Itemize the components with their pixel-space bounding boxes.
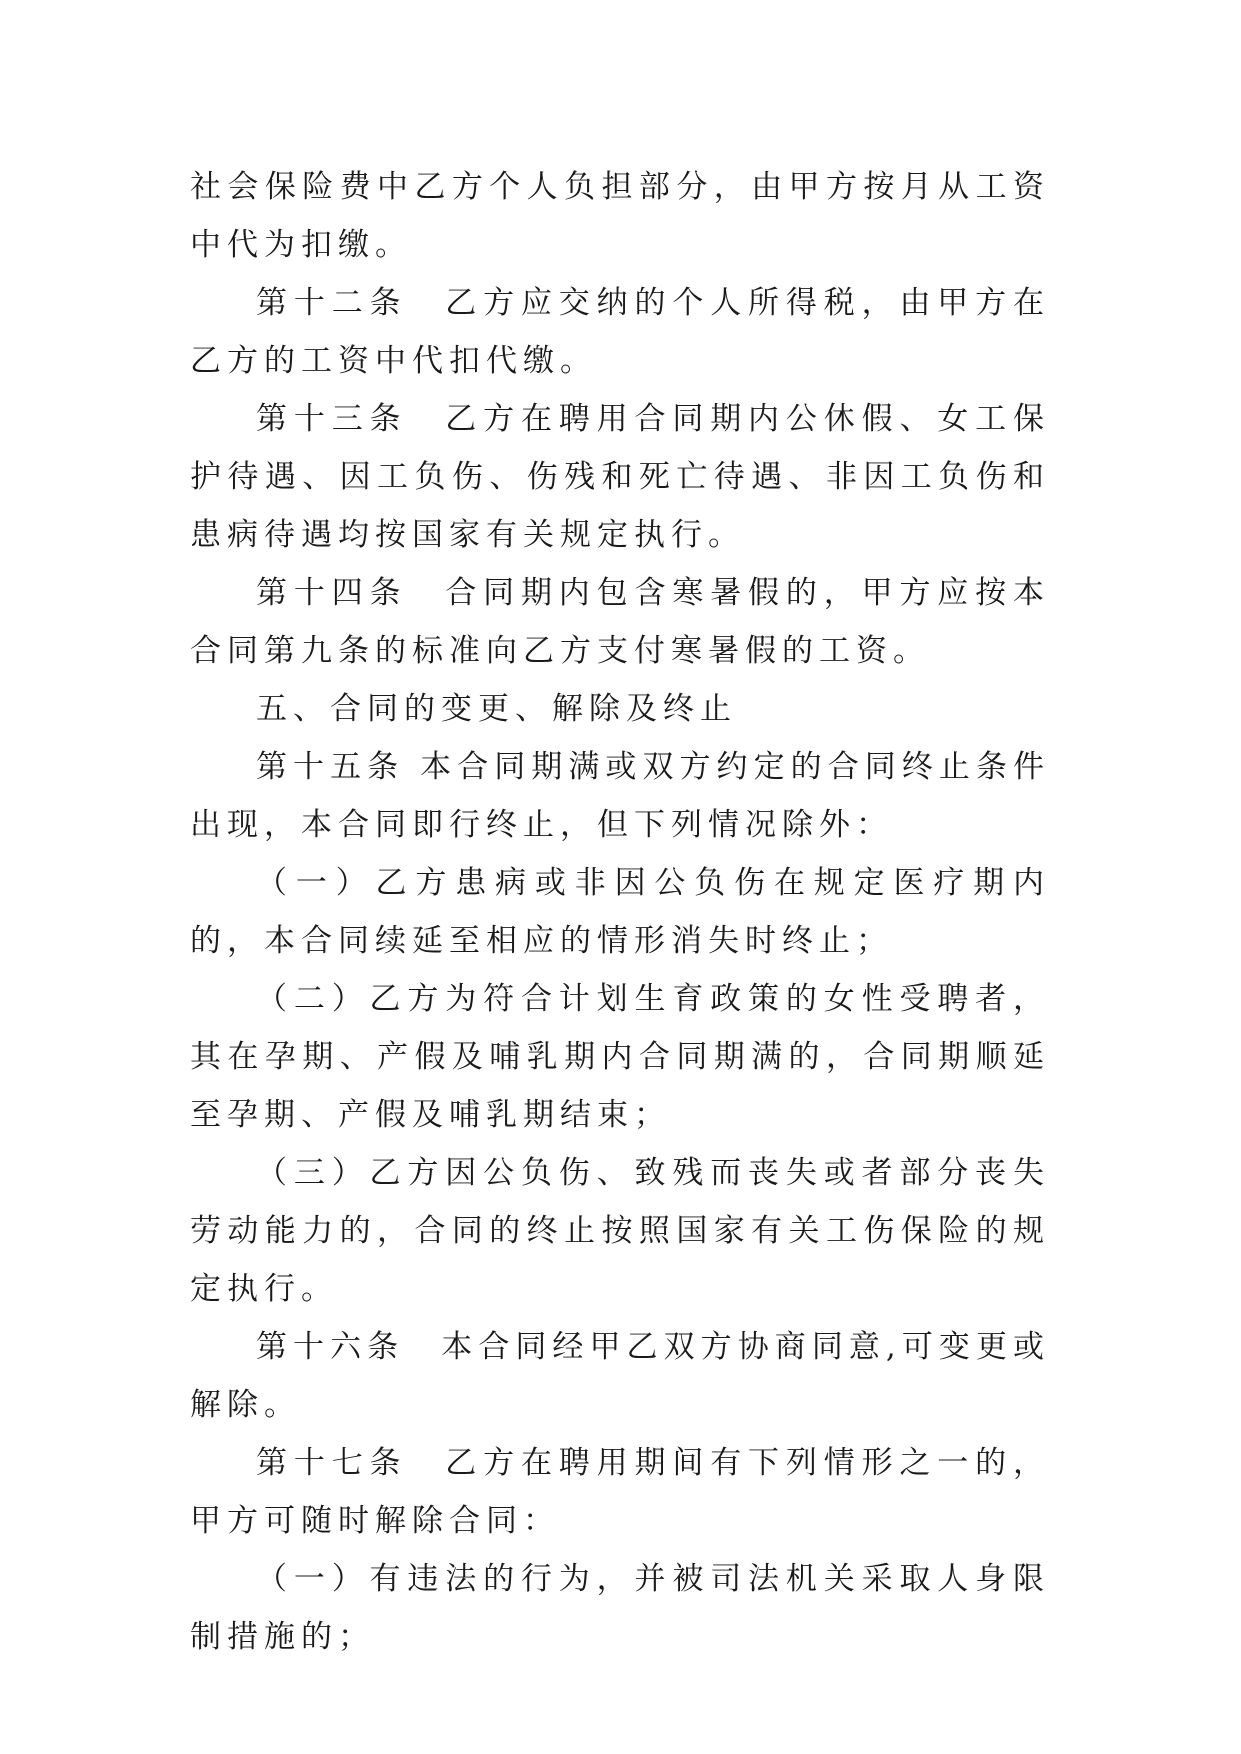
- section-heading-contract-change: 五、合同的变更、解除及终止: [256, 691, 737, 727]
- paragraph-social-insurance: 社会保险费中乙方个人负担部分，由甲方按月从工资中代为扣缴。: [190, 169, 1050, 263]
- paragraph-article-15: 第十五条 本合同期满或双方约定的合同终止条件出现，本合同即行终止，但下列情况除外：: [190, 749, 1050, 843]
- document-body: [190, 158, 1050, 1666]
- paragraph-article-14: 第十四条 合同期内包含寒暑假的，甲方应按本合同第九条的标准向乙方支付寒暑假的工资。: [190, 575, 1050, 669]
- paragraph-article-15-item-2: （二）乙方为符合计划生育政策的女性受聘者，其在孕期、产假及哺乳期内合同期满的，合同期顺延至孕期、产假及哺乳期结束；: [190, 981, 1050, 1133]
- paragraph-article-12: 第十二条 乙方应交纳的个人所得税，由甲方在乙方的工资中代扣代缴。: [190, 285, 1050, 379]
- paragraph-article-17-item-1: （一）有违法的行为，并被司法机关采取人身限制措施的；: [190, 1561, 1050, 1655]
- paragraph-article-15-item-1: （一）乙方患病或非因公负伤在规定医疗期内的，本合同续延至相应的情形消失时终止；: [190, 865, 1050, 959]
- paragraph-article-17: 第十七条 乙方在聘用期间有下列情形之一的，甲方可随时解除合同：: [190, 1445, 1050, 1539]
- paragraph-article-15-item-3: （三）乙方因公负伤、致残而丧失或者部分丧失劳动能力的，合同的终止按照国家有关工伤保险的规定执行。: [190, 1155, 1050, 1307]
- paragraph-article-16: 第十六条 本合同经甲乙双方协商同意,可变更或解除。: [190, 1329, 1050, 1423]
- paragraph-article-13: 第十三条 乙方在聘用合同期内公休假、女工保护待遇、因工负伤、伤残和死亡待遇、非因工负伤和患病待遇均按国家有关规定执行。: [190, 401, 1050, 553]
